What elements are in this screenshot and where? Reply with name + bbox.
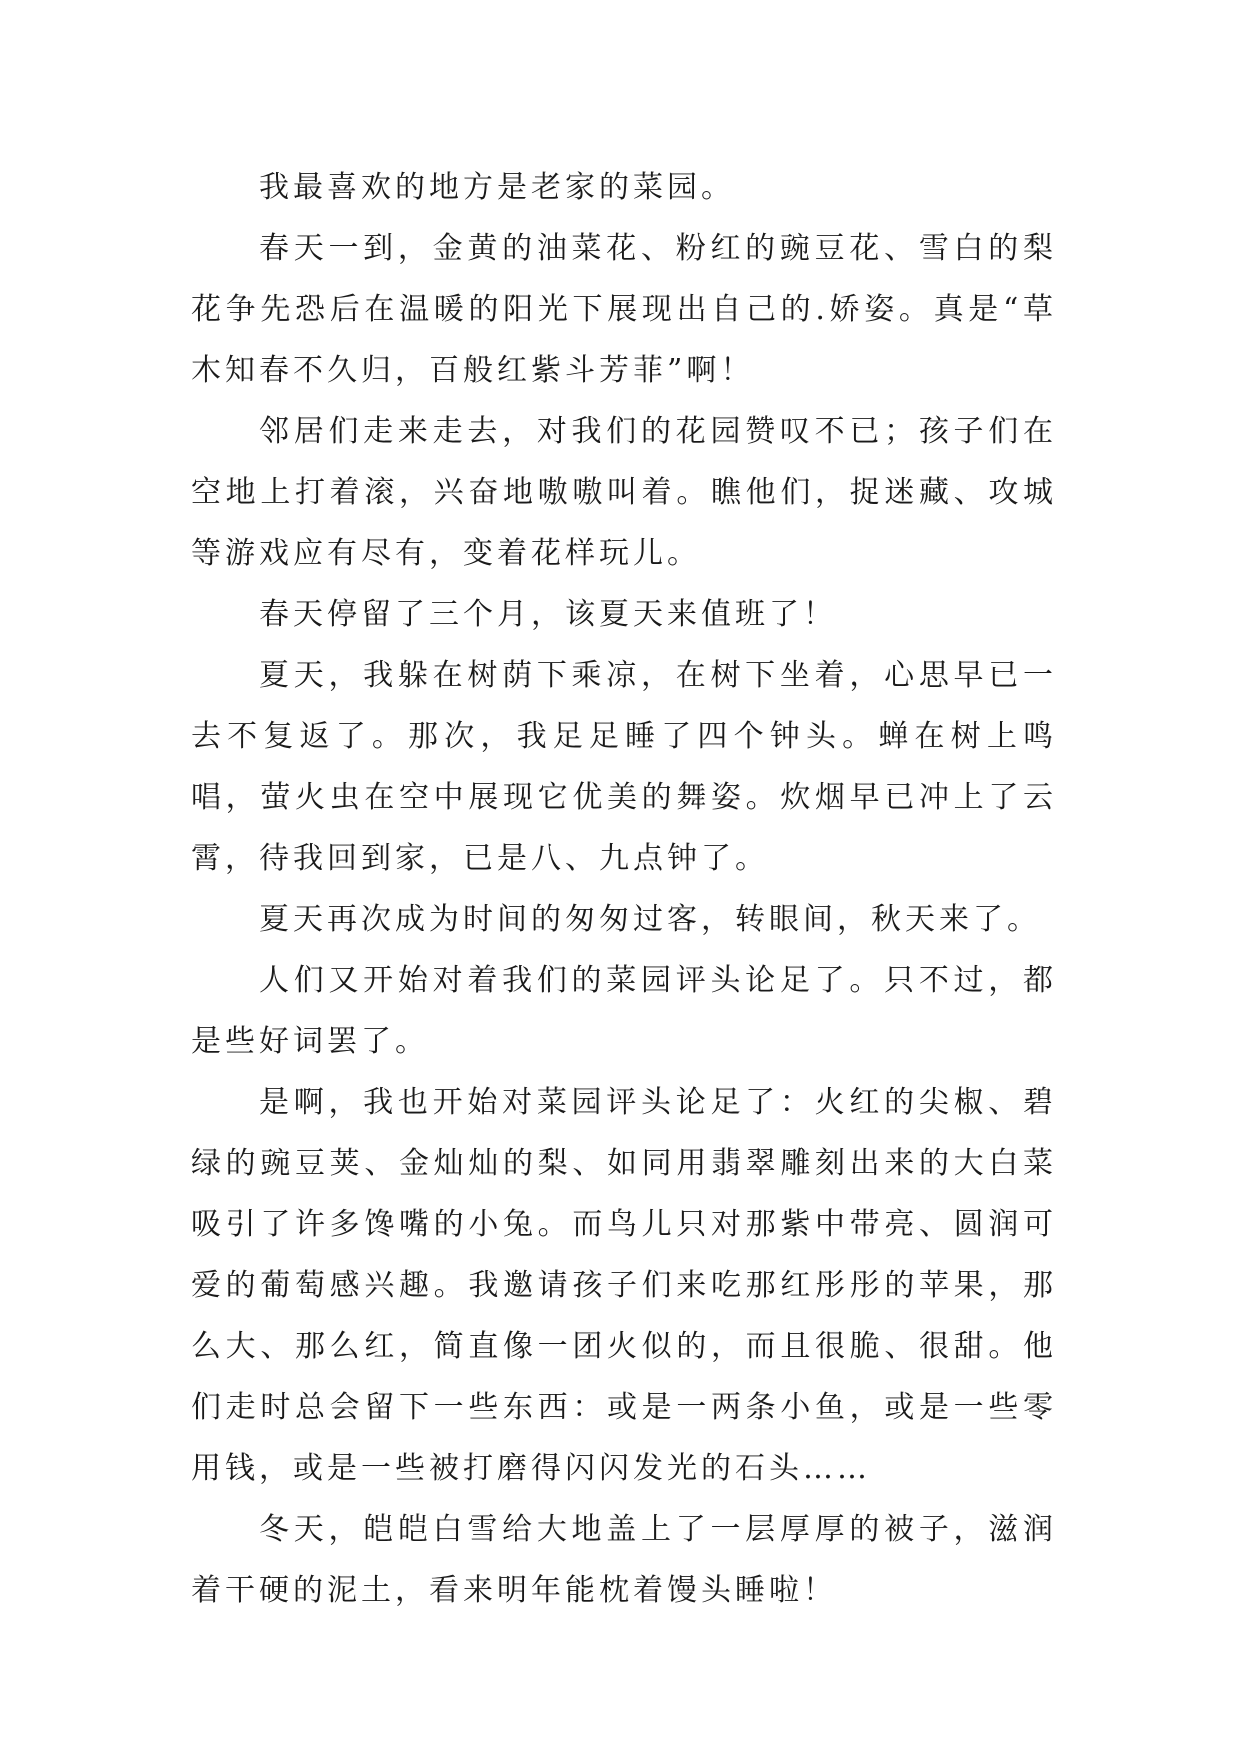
paragraph-1: 我最喜欢的地方是老家的菜园。 <box>259 170 735 205</box>
essay-body <box>191 157 1057 1621</box>
paragraph-8: 是啊，我也开始对菜园评头论足了：火红的尖椒、碧绿的豌豆荚、金灿灿的梨、如同用翡翠雕刻出来的大白菜吸引了许多馋嘴的小兔。而鸟儿只对那紫中带亮、圆润可爱的葡萄感兴趣。我邀请孩子们来吃那红彤彤的苹果，那么大、那么红，简直像一团火似的，而且很脆、很甜。他们走时总会留下一些东西：或是一两条小鱼，或是一些零用钱，或是一些被打磨得闪闪发光的石头…… <box>191 1085 1057 1486</box>
paragraph-3: 邻居们走来走去，对我们的花园赞叹不已；孩子们在空地上打着滚，兴奋地嗷嗷叫着。瞧他们，捉迷藏、攻城等游戏应有尽有，变着花样玩儿。 <box>191 414 1057 571</box>
paragraph-9: 冬天，皑皑白雪给大地盖上了一层厚厚的被子，滋润着干硬的泥土，看来明年能枕着馒头睡啦！ <box>191 1512 1057 1608</box>
paragraph-5: 夏天，我躲在树荫下乘凉，在树下坐着，心思早已一去不复返了。那次，我足足睡了四个钟头。蝉在树上鸣唱，萤火虫在空中展现它优美的舞姿。炊烟早已冲上了云霄，待我回到家，已是八、九点钟了。 <box>191 658 1057 876</box>
paragraph-2: 春天一到，金黄的油菜花、粉红的豌豆花、雪白的梨花争先恐后在温暖的阳光下展现出自己的.娇姿。真是“草木知春不久归，百般红紫斗芳菲”啊！ <box>191 231 1057 388</box>
paragraph-7: 人们又开始对着我们的菜园评头论足了。只不过，都是些好词罢了。 <box>191 963 1057 1059</box>
paragraph-6: 夏天再次成为时间的匆匆过客，转眼间，秋天来了。 <box>259 902 1041 937</box>
paragraph-4: 春天停留了三个月，该夏天来值班了！ <box>259 597 837 632</box>
